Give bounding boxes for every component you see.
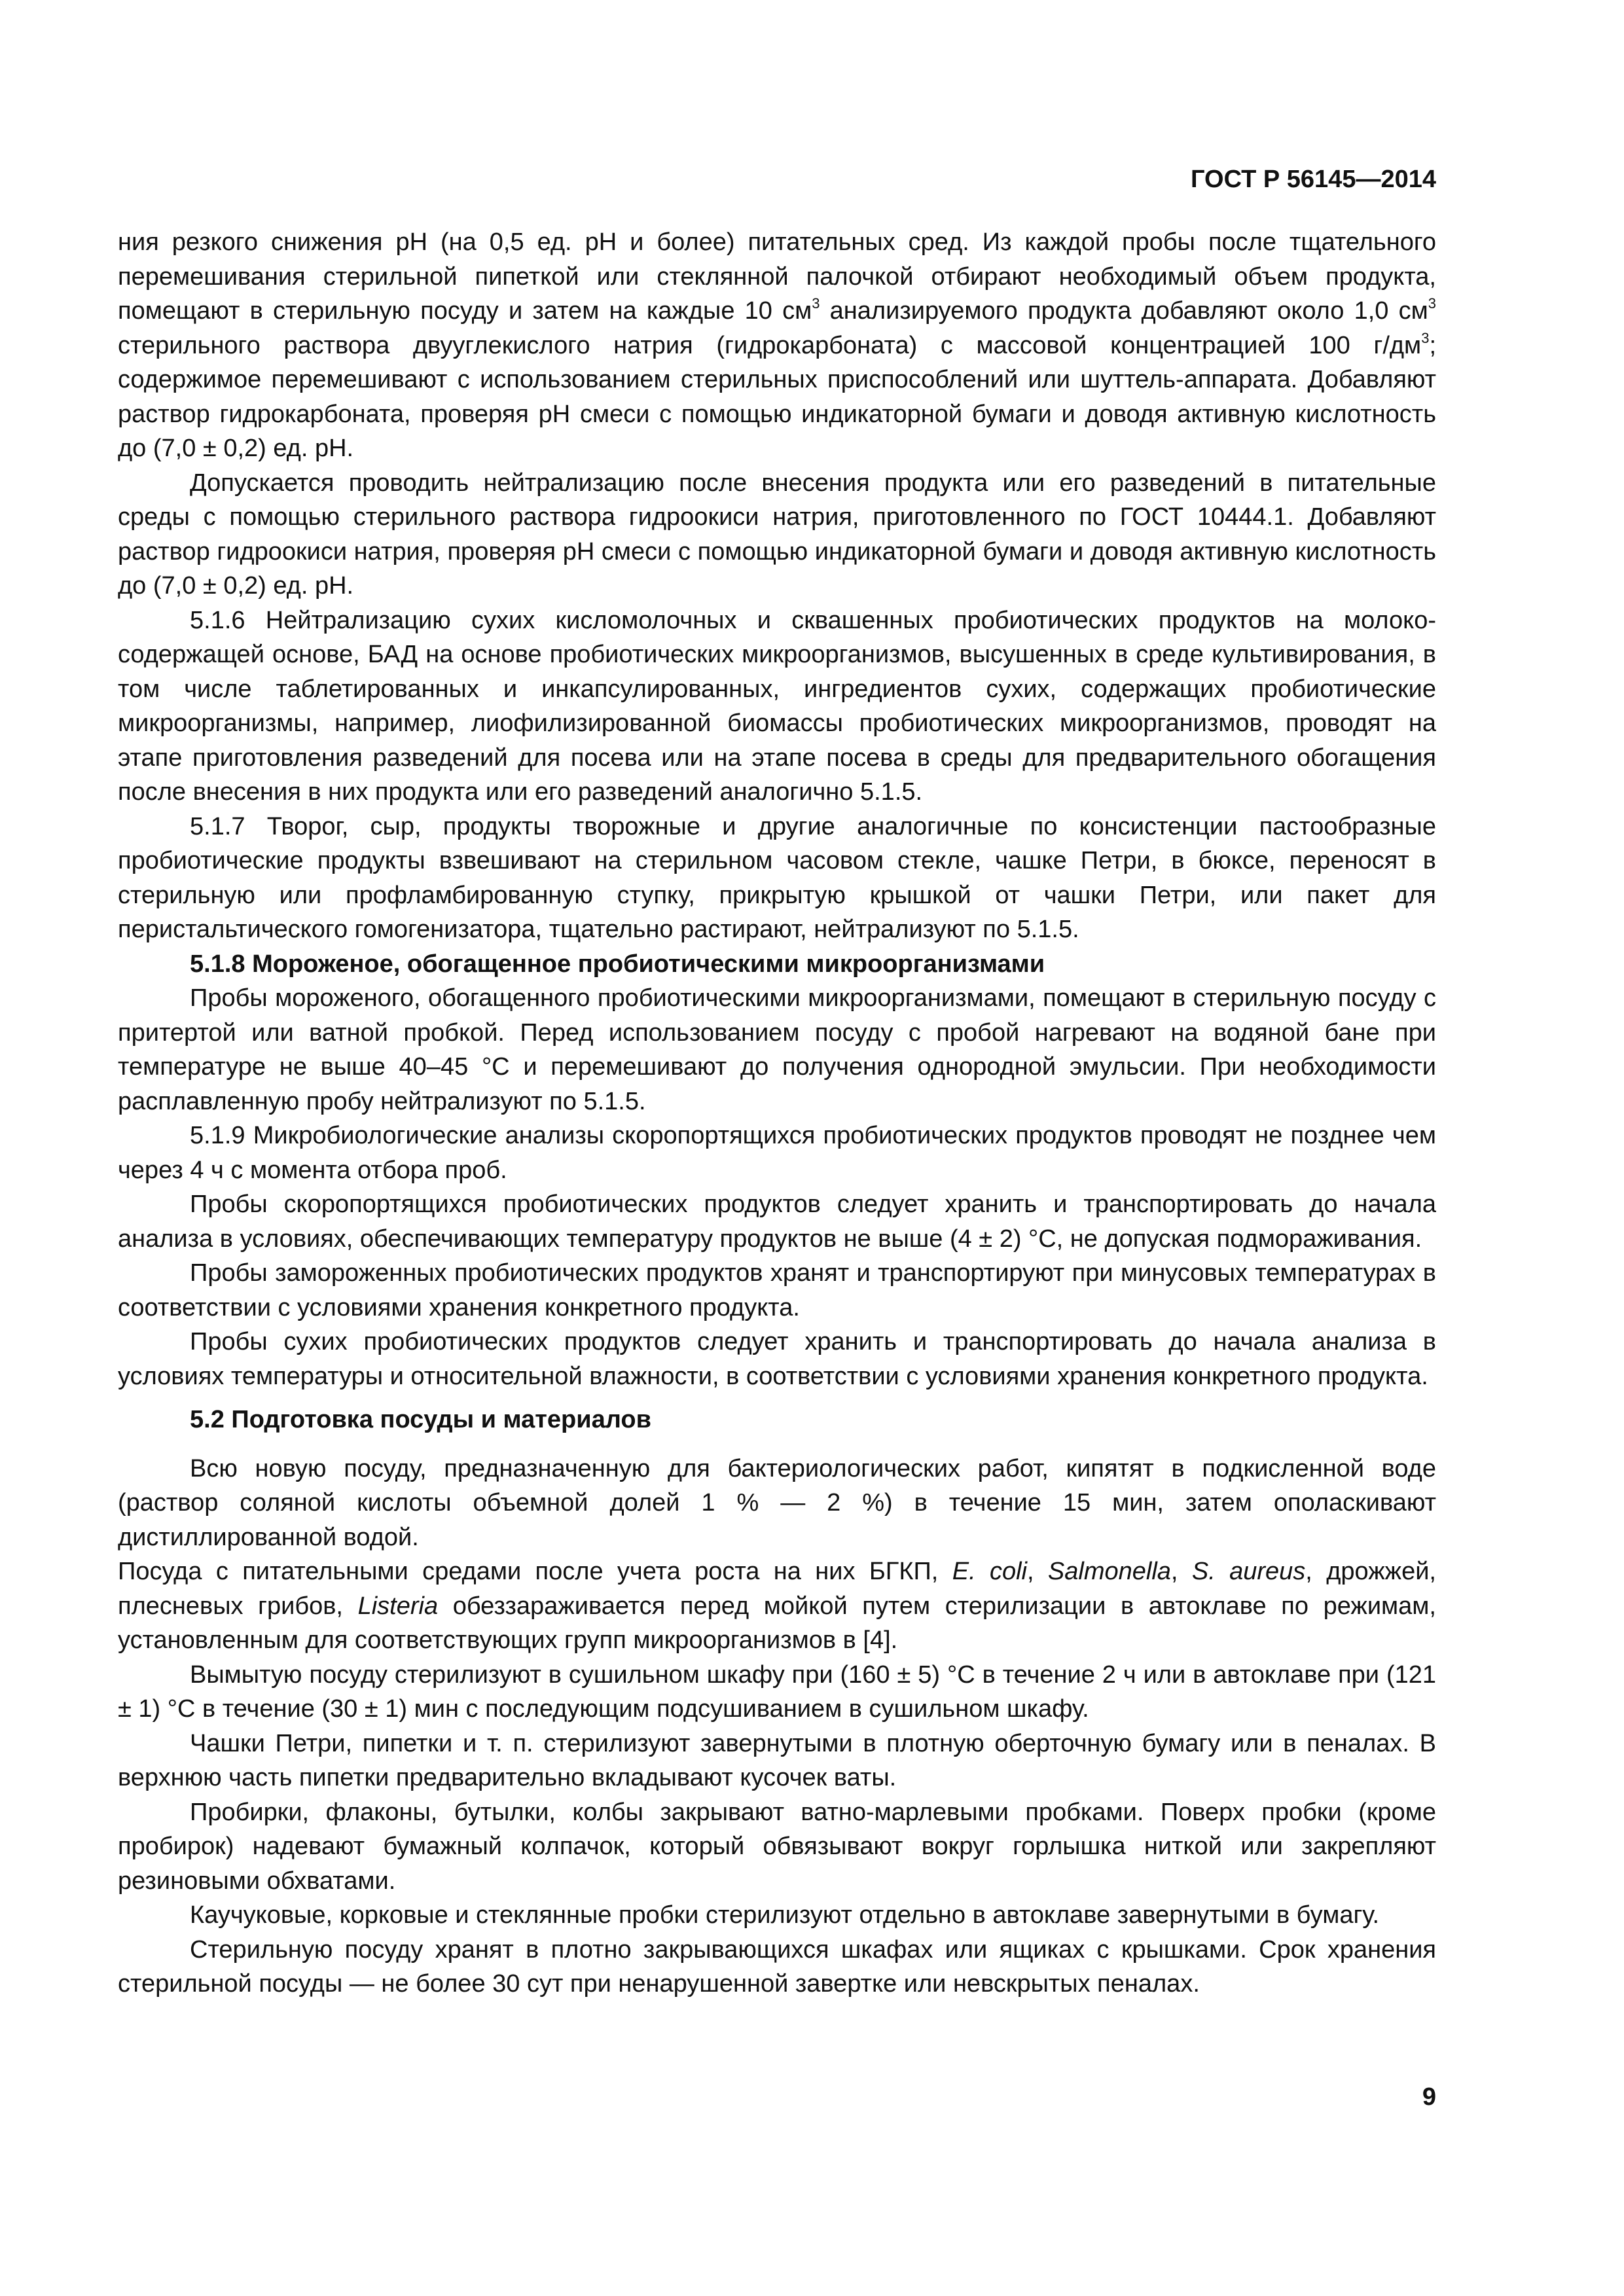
- paragraph: Допускается проводить нейтрализацию после внесения продукта или его разведений в питательные среды с помощью стерильного раствора гидроокиси натрия, приготовленного по ГОСТ 10444.1. Добавляют раствор гидроокиси натрия, проверяя pH смеси с помощью индикаторной бумаги и доводя активную кислотность до (7,0 ± 0,2) ед. pH.: [118, 469, 1436, 600]
- paragraph: [118, 1554, 1436, 1658]
- paragraph: Чашки Петри, пипетки и т. п. стерилизуют завернутыми в плотную оберточную бумагу или в пеналах. В верхнюю часть пипетки предварительно вкладывают кусочек ваты.: [118, 1729, 1436, 1791]
- paragraph-text: Посуда с питательными средами после учета роста на них БГКП,: [118, 1558, 952, 1585]
- paragraph-text: ния резкого снижения pH (на 0,5 ед. pH и более) питательных сред. Из каждой пробы после тщательного перемешивания стерильной пипеткой или стеклянной палочкой отбирают необходимый объем продукта, помещают в стерильную посуду и затем на каждые 10 см: [118, 228, 1436, 325]
- document-body: [118, 225, 1436, 2001]
- paragraph: Пробы скоропортящихся пробиотических продуктов следует хранить и транспортировать до начала анализа в условиях, обеспечивающих температуру продуктов не выше (4 ± 2) °С, не допуская подмораживания.: [118, 1191, 1436, 1253]
- superscript: 3: [812, 295, 820, 312]
- paragraph-text: ,: [1027, 1558, 1048, 1585]
- paragraph-continuation: [118, 225, 1436, 466]
- heading-5-2: 5.2 Подготовка посуды и материалов: [190, 1406, 651, 1433]
- paragraph-text: ; содержимое перемешивают с использованием стерильных приспособлений или шуттель-аппарата. Добавляют раствор гидрокарбоната, проверяя pH смеси с помощью индикаторной бумаги и доводя активную кислотность до (7,0 ± 0,2) ед. pH.: [118, 331, 1436, 462]
- superscript: 3: [1421, 329, 1430, 346]
- paragraph-5-1-7: 5.1.7 Творог, сыр, продукты творожные и другие аналогичные по консистенции пастообразные пробиотические продукты взвешивают на стерильном часовом стекле, чашке Петри, в бюксе, переносят в стерильную или профламбированную ступку, прикрытую крышкой от чашки Петри, или пакет для перистальтического гомогенизатора, тщательно растирают, нейтрализуют по 5.1.5.: [118, 812, 1436, 943]
- paragraph-5-1-9: 5.1.9 Микробиологические анализы скоропортящихся пробиотических продуктов проводят не позднее чем через 4 ч с момента отбора проб.: [118, 1122, 1436, 1184]
- paragraph-5-1-6: 5.1.6 Нейтрализацию сухих кисломолочных и сквашенных пробиотических продуктов на молокосодержащей основе, БАД на основе пробиотических микроорганизмов, высушенных в среде культивирования, в том числе таблетированных и инкапсулированных, ингредиентов сухих, содержащих пробиотические микроорганизмы, например, лиофилизированной биомассы пробиотических микроорганизмов, проводят на этапе приготовления разведений для посева или на этапе посева в среды для предварительного обогащения после внесения в них продукта или его разведений аналогично 5.1.5.: [118, 606, 1436, 806]
- paragraph-text: стерильного раствора двууглекислого натрия (гидрокарбоната) с массовой концентрацией 100 г/дм: [118, 331, 1422, 359]
- organism-name: E. coli: [952, 1558, 1027, 1585]
- organism-name: Listeria: [357, 1592, 439, 1620]
- paragraph-text: , дрожжей, плесневых грибов,: [118, 1558, 1436, 1620]
- paragraph-text: анализируемого продукта добавляют около 1,0 см: [820, 297, 1428, 325]
- paragraph: Всю новую посуду, предназначенную для бактериологических работ, кипятят в подкисленной воде (раствор соляной кислоты объемной долей 1 % — 2 %) в течение 15 мин, затем ополаскивают дистиллированной водой.: [118, 1454, 1436, 1551]
- paragraph: Стерильную посуду хранят в плотно закрывающихся шкафах или ящиках с крышками. Срок хранения стерильной посуды — не более 30 сут при ненарушенной завертке или невскрытых пеналах.: [118, 1935, 1436, 1998]
- paragraph: Пробы сухих пробиотических продуктов следует хранить и транспортировать до начала анализа в условиях температуры и относительной влажности, в соответствии с условиями хранения конкретного продукта.: [118, 1328, 1436, 1390]
- paragraph: Вымытую посуду стерилизуют в сушильном шкафу при (160 ± 5) °С в течение 2 ч или в автоклаве при (121 ± 1) °С в течение (30 ± 1) мин с последующим подсушиванием в сушильном шкафу.: [118, 1660, 1436, 1723]
- paragraph: Пробы замороженных пробиотических продуктов хранят и транспортируют при минусовых температурах в соответствии с условиями хранения конкретного продукта.: [118, 1259, 1436, 1321]
- superscript: 3: [1428, 295, 1436, 312]
- standard-id-header: ГОСТ Р 56145—2014: [1191, 166, 1436, 193]
- paragraph: Каучуковые, корковые и стеклянные пробки стерилизуют отдельно в автоклаве завернутыми в бумагу.: [190, 1901, 1380, 1929]
- paragraph: Пробирки, флаконы, бутылки, колбы закрывают ватно-марлевыми пробками. Поверх пробки (кроме пробирок) надевают бумажный колпачок, который обвязывают вокруг горлышка ниткой или закрепляют резиновыми обхватами.: [118, 1798, 1436, 1895]
- paragraph: Пробы мороженого, обогащенного пробиотическими микроорганизмами, помещают в стерильную посуду с притертой или ватной пробкой. Перед использованием посуду с пробой нагревают на водяной бане при температуре не выше 40–45 °С и перемешивают до получения однородной эмульсии. При необходимости расплавленную пробу нейтрализуют по 5.1.5.: [118, 984, 1436, 1115]
- page-number: 9: [1422, 2083, 1436, 2111]
- organism-name: S. aureus: [1191, 1558, 1306, 1585]
- heading-5-1-8: 5.1.8 Мороженое, обогащенное пробиотическими микроорганизмами: [190, 950, 1045, 978]
- paragraph-text: обеззараживается перед мойкой путем стерилизации в автоклаве по режимам, установленным для соответствующих групп микроорганизмов в [4].: [118, 1592, 1436, 1654]
- paragraph-text: ,: [1170, 1558, 1192, 1585]
- organism-name: Salmonella: [1047, 1558, 1171, 1585]
